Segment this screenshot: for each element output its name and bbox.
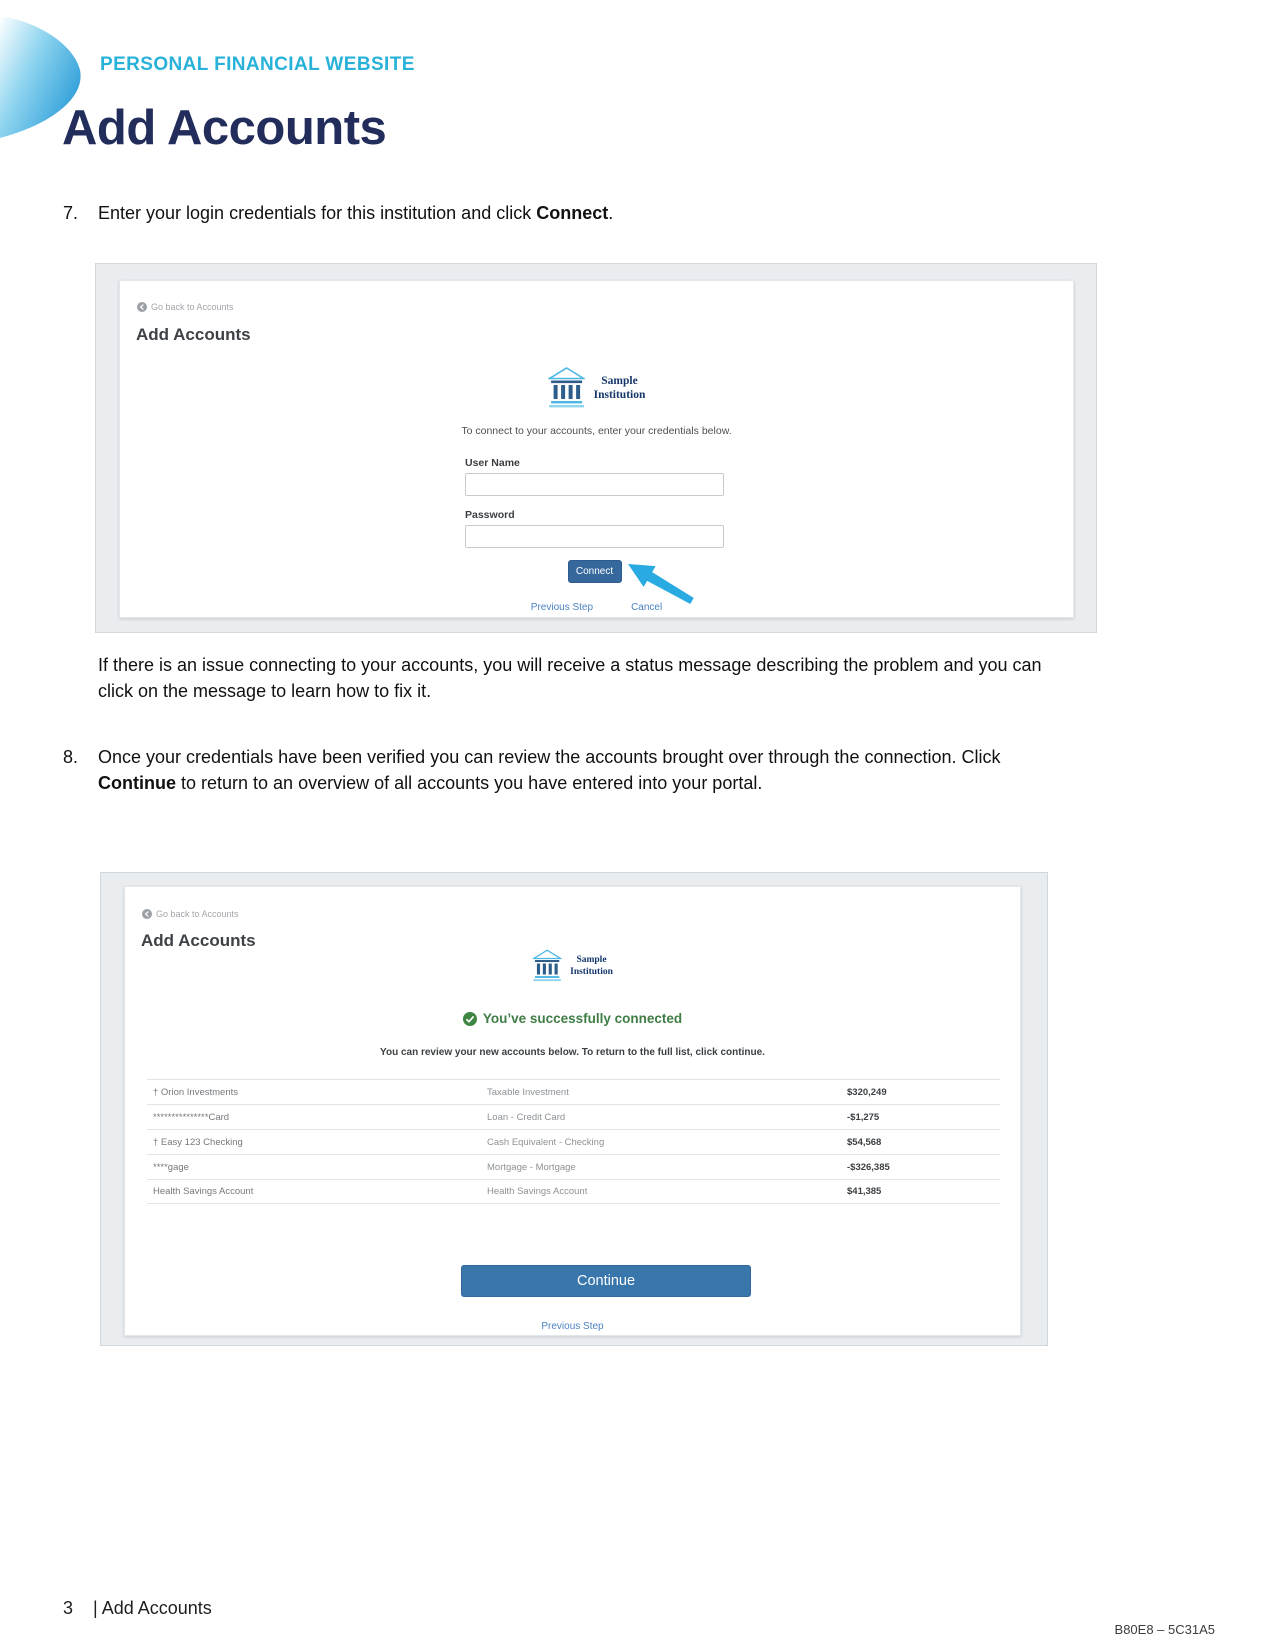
continue-button[interactable]: Continue [461, 1265, 751, 1297]
institution-name-line2: Institution [570, 966, 613, 977]
go-back-label: Go back to Accounts [151, 302, 234, 312]
success-status [125, 1011, 1020, 1026]
step-text-before: Once your credentials have been verified you can review the accounts brought over through the connection. Click [98, 747, 1001, 767]
institution-name [594, 374, 646, 402]
step-text [98, 200, 613, 226]
screenshot-frame-review [100, 872, 1048, 1346]
brand-text: PERSONAL FINANCIAL WEBSITE [100, 54, 415, 75]
doc-code: B80E8 – 5C31A5 [1114, 1622, 1215, 1637]
back-arrow-icon [142, 909, 152, 919]
username-label: User Name [465, 457, 520, 469]
account-value: -$326,385 [847, 1161, 890, 1173]
step-7-item [63, 200, 823, 226]
institution-logo [532, 949, 613, 982]
app-heading: Add Accounts [141, 931, 256, 950]
bank-icon [532, 949, 561, 982]
previous-step-link[interactable]: Previous Step [541, 1321, 604, 1332]
go-back-label: Go back to Accounts [156, 909, 239, 919]
account-name: Health Savings Account [153, 1186, 254, 1197]
cancel-link[interactable]: Cancel [631, 602, 663, 613]
institution-name-line1: Sample [576, 954, 607, 965]
step-bold-continue: Continue [98, 773, 176, 793]
screenshot-frame-credentials [95, 263, 1097, 633]
step-number: 7. [63, 203, 79, 223]
account-name: † Orion Investments [153, 1086, 239, 1098]
table-row [147, 1079, 1000, 1104]
back-arrow-icon [137, 302, 147, 312]
bank-icon [548, 367, 585, 408]
go-back-link[interactable] [137, 302, 234, 312]
institution-name-line2: Institution [593, 388, 646, 401]
account-name: ***************Card [153, 1111, 230, 1123]
step-bold-connect: Connect [536, 203, 609, 223]
app-heading: Add Accounts [136, 325, 251, 344]
footer-section-title: | Add Accounts [93, 1598, 212, 1618]
credentials-instruction: To connect to your accounts, enter your credentials below. [461, 425, 732, 437]
account-value: $54,568 [847, 1136, 882, 1148]
go-back-link[interactable] [142, 909, 239, 919]
account-type: Mortgage - Mortgage [487, 1161, 576, 1173]
table-row [147, 1104, 1000, 1129]
password-label: Password [465, 509, 515, 521]
success-message: You’ve successfully connected [482, 1011, 683, 1026]
table-row [147, 1129, 1000, 1154]
account-value: -$1,275 [847, 1111, 880, 1123]
account-type: Taxable Investment [487, 1086, 569, 1098]
previous-step-link[interactable]: Previous Step [530, 602, 594, 613]
accounts-table [147, 1079, 1000, 1204]
app-card-credentials [119, 280, 1074, 618]
account-type: Health Savings Account [487, 1186, 588, 1197]
step-text-after: to return to an overview of all accounts you have entered into your portal. [176, 773, 763, 793]
credentials-form [465, 457, 724, 583]
table-row [147, 1154, 1000, 1179]
account-value: $320,249 [847, 1086, 887, 1098]
step-8-item [63, 744, 1083, 796]
note-paragraph: If there is an issue connecting to your accounts, you will receive a status message describing the problem and you can click on the message to learn how to fix it. [98, 655, 1042, 701]
app-card-review [124, 886, 1021, 1336]
step-text [98, 744, 1038, 796]
step-text-after: . [608, 203, 614, 223]
table-row [147, 1179, 1000, 1204]
account-value: $41,385 [847, 1186, 882, 1197]
institution-name-line1: Sample [601, 374, 638, 387]
step-number: 8. [63, 747, 79, 767]
password-input[interactable] [465, 525, 724, 548]
account-name: † Easy 123 Checking [153, 1136, 243, 1148]
institution-logo [548, 367, 646, 408]
page-title: Add Accounts [62, 101, 387, 155]
institution-name [570, 954, 613, 978]
connect-button[interactable]: Connect [568, 560, 622, 583]
account-type: Cash Equivalent - Checking [487, 1136, 605, 1148]
username-input[interactable] [465, 473, 724, 496]
account-name: ****gage [153, 1161, 189, 1173]
success-check-icon [463, 1012, 477, 1026]
page-number: 3 [63, 1598, 74, 1618]
page-footer [63, 1598, 212, 1619]
step-text-before: Enter your login credentials for this institution and click [98, 203, 537, 223]
review-message: You can review your new accounts below. To return to the full list, click continue. [380, 1047, 765, 1058]
account-type: Loan - Credit Card [487, 1111, 566, 1123]
